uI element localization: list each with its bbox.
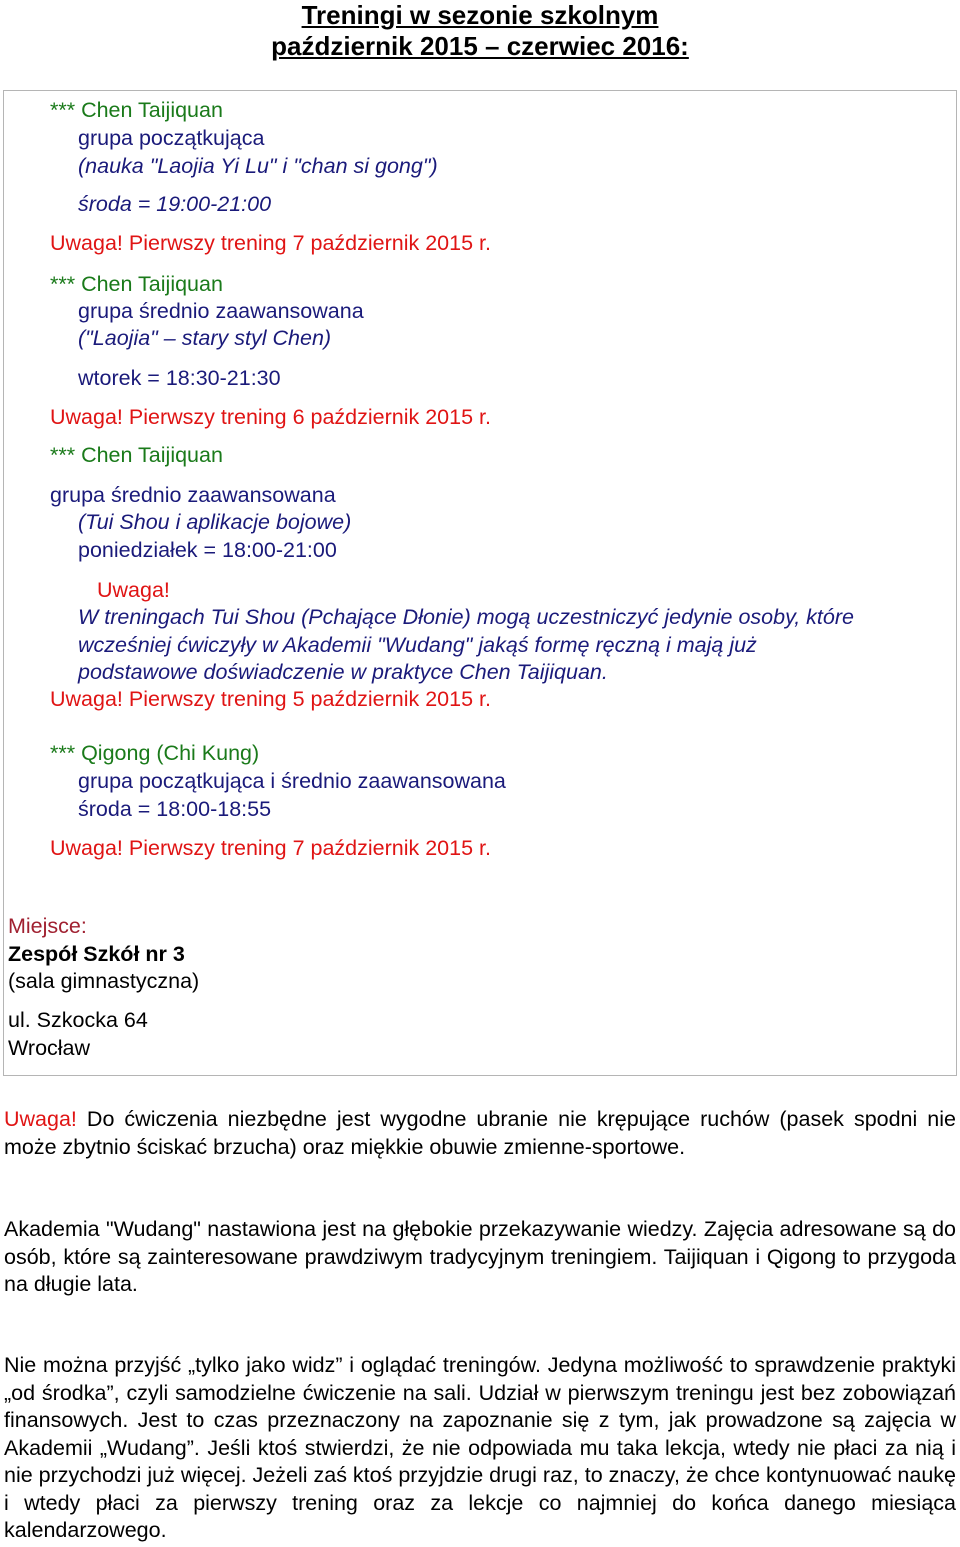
- section3-group: grupa średnio zaawansowana: [50, 483, 336, 507]
- clothing-note: [4, 1106, 956, 1161]
- section2-note: Uwaga! Pierwszy trening 6 październik 2015 r.: [50, 405, 491, 429]
- section3-warning-line3: podstawowe doświadczenie w praktyce Chen Taijiquan.: [78, 660, 608, 684]
- place-name: Zespół Szkół nr 3: [8, 942, 185, 966]
- clothing-note-label: Uwaga!: [4, 1107, 77, 1131]
- section2-time: wtorek = 18:30-21:30: [78, 366, 281, 390]
- section4-group: grupa początkująca i średnio zaawansowana: [78, 769, 506, 793]
- academy-paragraph: Akademia "Wudang" nastawiona jest na głębokie przekazywanie wiedzy. Zajęcia adresowane są do osób, które są zainteresowane prawdziwym tradycyjnym treningiem. Taijiquan i Qigong to przygoda na długie lata.: [4, 1217, 956, 1296]
- section2-group: grupa średnio zaawansowana: [78, 299, 364, 323]
- place-street: ul. Szkocka 64: [8, 1008, 148, 1032]
- page-title-line1: Treningi w sezonie szkolnym: [301, 0, 659, 30]
- page-title-line2: październik 2015 – czerwiec 2016:: [271, 31, 689, 61]
- place-hall: (sala gimnastyczna): [8, 969, 200, 993]
- section1-time: środa = 19:00-21:00: [78, 192, 272, 216]
- section4-note: Uwaga! Pierwszy trening 7 październik 2015 r.: [50, 836, 491, 860]
- trial-paragraph: Nie można przyjść „tylko jako widz” i oglądać treningów. Jedyna możliwość to sprawdzenie praktyki „od środka”, czyli samodzielne ćwiczenie na sali. Udział w pierwszym treningu jest bez zobowiązań finansowych. Jest to czas przeznaczony na zapoznanie się z tym, jak prowadzone są zajęcia w Akademii „Wudang”. Jeśli ktoś stwierdzi, że nie odpowiada mu taka lekcja, wtedy nie płaci za nią i nie przychodzi już więcej. Jeżeli zaś ktoś przyjdzie drugi raz, to znaczy, że chce kontynuować naukę i wtedy płaci za pierwszy trening oraz za lekcje co najmniej do końca danego miesiąca kalendarzowego.: [4, 1353, 957, 1542]
- section4-header: *** Qigong (Chi Kung): [50, 741, 260, 765]
- section1-group: grupa początkująca: [78, 126, 265, 150]
- place-city: Wrocław: [8, 1036, 91, 1060]
- section4-time: środa = 18:00-18:55: [78, 797, 272, 821]
- clothing-note-text: Do ćwiczenia niezbędne jest wygodne ubranie nie krępujące ruchów (pasek spodni nie może zbytnio ściskać brzucha) oraz miękkie obuwie zmienne-sportowe.: [4, 1107, 956, 1159]
- section2-header: *** Chen Taijiquan: [50, 272, 223, 296]
- section3-warning-line2: wcześniej ćwiczyły w Akademii "Wudang" jakąś formę ręczną i mają już: [78, 633, 757, 657]
- section3-header: *** Chen Taijiquan: [50, 443, 223, 467]
- place-label: Miejsce:: [8, 914, 87, 938]
- section3-warning-line1: W treningach Tui Shou (Pchające Dłonie) mogą uczestniczyć jedynie osoby, które: [78, 605, 854, 629]
- section3-time: poniedziałek = 18:00-21:00: [78, 538, 337, 562]
- section1-desc: (nauka "Laojia Yi Lu" i "chan si gong"): [78, 154, 438, 178]
- section1-header: *** Chen Taijiquan: [50, 98, 223, 122]
- section1-note: Uwaga! Pierwszy trening 7 październik 2015 r.: [50, 231, 491, 255]
- section3-desc: (Tui Shou i aplikacje bojowe): [78, 510, 352, 534]
- section3-warning-label: Uwaga!: [97, 578, 170, 602]
- section3-note: Uwaga! Pierwszy trening 5 październik 2015 r.: [50, 687, 491, 711]
- section2-desc: ("Laojia" – stary styl Chen): [78, 326, 332, 350]
